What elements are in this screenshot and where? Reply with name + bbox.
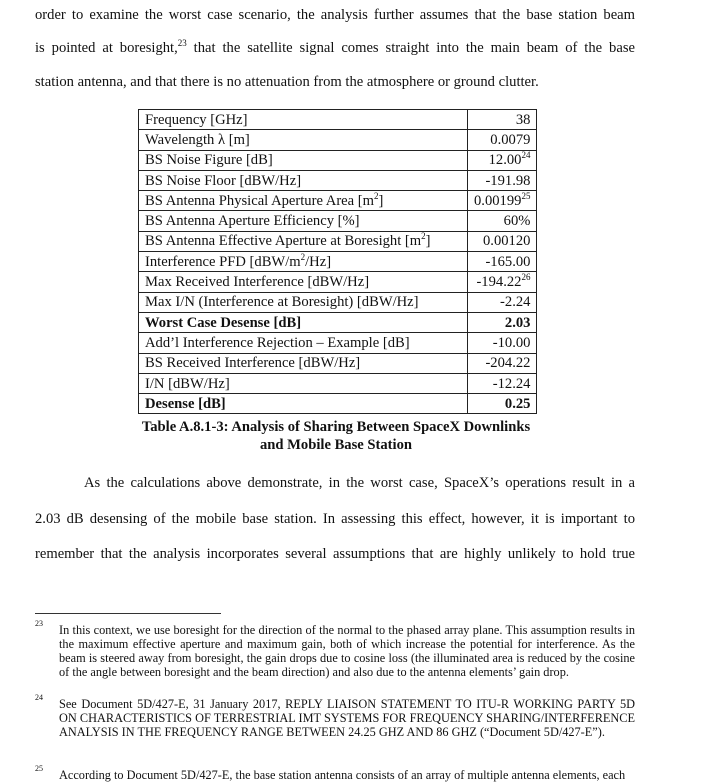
value-text: 38 <box>515 111 531 128</box>
label-text: Interference PFD [dBW/m <box>145 253 301 270</box>
value-text: -10.00 <box>492 334 531 351</box>
row-value <box>468 170 537 190</box>
row-value <box>468 333 537 353</box>
row-label: Max I/N (Interference at Boresight) [dBW/Hz] <box>139 292 468 312</box>
table-row <box>139 110 537 130</box>
table-row <box>139 312 537 332</box>
footnote-number: 23 <box>35 619 43 628</box>
row-label: Frequency [GHz] <box>139 110 468 130</box>
value-text: 2.03 <box>504 314 531 331</box>
table-row <box>139 292 537 312</box>
unit-exponent: 2 <box>374 190 379 201</box>
value-text: 12.00 <box>488 152 522 169</box>
table-row <box>139 252 537 272</box>
row-value <box>468 110 537 130</box>
table-row <box>139 170 537 190</box>
footnote-ref-23[interactable]: 23 <box>177 38 187 49</box>
row-value <box>468 373 537 393</box>
row-label: BS Noise Floor [dBW/Hz] <box>139 170 468 190</box>
row-label <box>139 231 468 251</box>
unit-exponent: 2 <box>421 231 426 242</box>
value-text: -12.24 <box>492 375 531 392</box>
value-text: 0.00199 <box>474 192 522 209</box>
row-label: Add’l Interference Rejection – Example [dB] <box>139 333 468 353</box>
intro-line-1: order to examine the worst case scenario, the analysis further assumes that the base station beam <box>35 7 635 23</box>
row-label: Worst Case Desense [dB] <box>139 312 468 332</box>
body-line-1: As the calculations above demonstrate, in the worst case, SpaceX’s operations result in a <box>84 475 635 491</box>
label-text: BS Antenna Physical Aperture Area [m <box>145 192 374 209</box>
footnote-24 <box>35 693 635 739</box>
value-text: 0.25 <box>504 395 531 412</box>
row-label: BS Noise Figure [dB] <box>139 150 468 170</box>
intro-line-2 <box>35 39 635 57</box>
footnote-23 <box>35 619 635 679</box>
value-text: -2.24 <box>500 294 531 311</box>
table-row <box>139 272 537 292</box>
value-text: -194.22 <box>476 274 522 291</box>
row-label <box>139 252 468 272</box>
footnote-text: According to Document 5D/427-E, the base station antenna consists of an array of multiple antenna elements, each <box>59 768 626 782</box>
intro-line-3: station antenna, and that there is no attenuation from the atmosphere or ground clutter. <box>35 74 539 90</box>
footnote-number: 25 <box>35 764 43 773</box>
analysis-table <box>138 109 537 414</box>
row-label <box>139 191 468 211</box>
value-text: 60% <box>503 213 531 230</box>
table-row <box>139 353 537 373</box>
row-value <box>468 130 537 150</box>
table-caption <box>100 418 572 454</box>
row-value <box>468 231 537 251</box>
row-value <box>468 191 537 211</box>
footnote-25 <box>35 764 635 782</box>
row-value <box>468 150 537 170</box>
value-text: -204.22 <box>485 355 531 372</box>
table-row <box>139 211 537 231</box>
intro-line-2-start: is pointed at boresight, <box>35 40 178 56</box>
row-value <box>468 272 537 292</box>
table-row <box>139 130 537 150</box>
value-text: -165.00 <box>485 253 531 270</box>
body-line-3: remember that the analysis incorporates several assumptions that are highly unlikely to hold true <box>35 546 635 562</box>
body-line-2: 2.03 dB desensing of the mobile base station. In assessing this effect, however, it is important to <box>35 511 635 527</box>
row-value <box>468 353 537 373</box>
footnote-divider <box>35 613 221 614</box>
table-row <box>139 394 537 414</box>
caption-line-2: and Mobile Base Station <box>259 437 413 453</box>
row-value <box>468 292 537 312</box>
footnote-text: In this context, we use boresight for the direction of the normal to the phased array plane. This assumption results in the maximum effective aperture and maximum gain, both of which increase the potential for interference. As the beam is steered away from boresight, the gain drops due to cosine loss (the illuminated area is reduced by the cosine of the angle between boresight and the beam direction) and also due to the antenna elements’ gain drop. <box>59 623 635 679</box>
label-text-end: ] <box>378 192 384 209</box>
row-label: BS Received Interference [dBW/Hz] <box>139 353 468 373</box>
row-label: Wavelength λ [m] <box>139 130 468 150</box>
row-label: I/N [dBW/Hz] <box>139 373 468 393</box>
row-value <box>468 211 537 231</box>
table-row <box>139 191 537 211</box>
footnote-text: See Document 5D/427-E, 31 January 2017, REPLY LIAISON STATEMENT TO ITU-R WORKING PARTY 5D ON CHARACTERISTICS OF TERRESTRIAL IMT SYSTEMS FOR FREQUENCY SHARING/INTERFERENCE ANALYSIS IN THE FREQUENCY RANGE BETWEEN 24.25 GHZ AND 86 GHZ (“Document 5D/427-E”). <box>59 697 635 739</box>
table-row <box>139 333 537 353</box>
table-row <box>139 150 537 170</box>
value-text: 0.0079 <box>490 131 531 148</box>
row-value <box>468 394 537 414</box>
row-label: BS Antenna Aperture Efficiency [%] <box>139 211 468 231</box>
label-text-end: /Hz] <box>305 253 332 270</box>
label-text-end: ] <box>425 233 431 250</box>
row-label: Max Received Interference [dBW/Hz] <box>139 272 468 292</box>
label-text: BS Antenna Effective Aperture at Boresight [m <box>145 233 422 250</box>
footnote-ref-26[interactable]: 26 <box>521 272 531 283</box>
row-label: Desense [dB] <box>139 394 468 414</box>
footnote-number: 24 <box>35 693 43 702</box>
footnote-ref-24[interactable]: 24 <box>521 150 531 161</box>
table-row <box>139 373 537 393</box>
row-value <box>468 312 537 332</box>
table-row <box>139 231 537 251</box>
value-text: -191.98 <box>485 172 531 189</box>
row-value <box>468 252 537 272</box>
footnote-ref-25[interactable]: 25 <box>521 190 531 201</box>
caption-line-1: Table A.8.1-3: Analysis of Sharing Between SpaceX Downlinks <box>141 419 531 435</box>
value-text: 0.00120 <box>483 233 531 250</box>
unit-exponent: 2 <box>300 251 306 262</box>
intro-line-2-end: that the satellite signal comes straight into the main beam of the base <box>186 40 635 56</box>
